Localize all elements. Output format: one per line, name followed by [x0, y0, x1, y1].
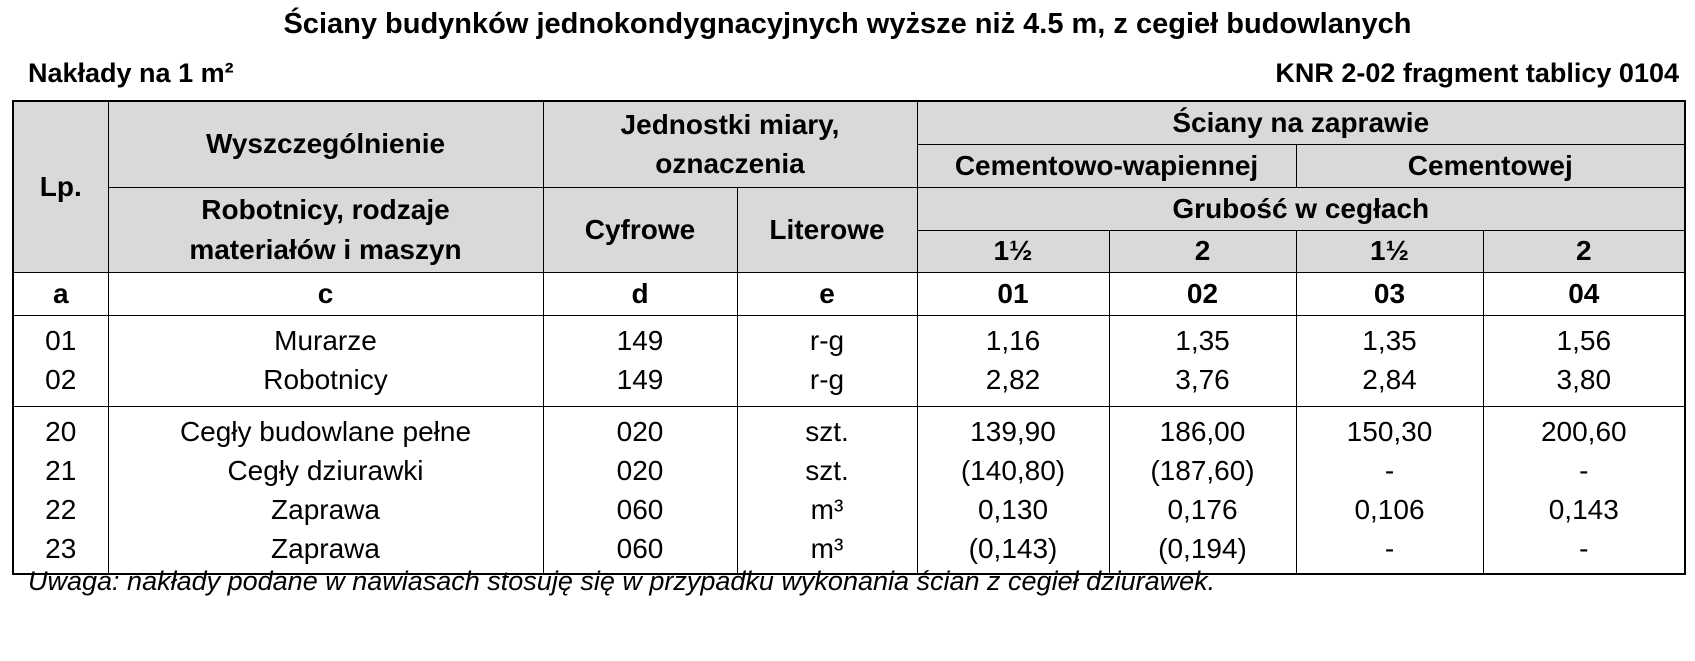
header-literowe: Literowe: [737, 187, 917, 272]
table-cell: Cegły budowlane pełne: [108, 406, 543, 452]
table-cell: szt.: [737, 406, 917, 452]
table-cell: 01: [13, 315, 108, 361]
table-cell: (187,60): [1109, 452, 1296, 491]
header-lp: Lp.: [13, 101, 108, 272]
table-cell: 1,56: [1483, 315, 1685, 361]
table-cell: szt.: [737, 452, 917, 491]
table-cell: 1,35: [1109, 315, 1296, 361]
header-cementowej: Cementowej: [1296, 144, 1685, 187]
labor-rows: [13, 315, 1685, 406]
table-cell: 0,130: [917, 491, 1109, 530]
table-cell: 060: [543, 491, 737, 530]
table-cell: 23: [13, 530, 108, 574]
table-cell: r-g: [737, 315, 917, 361]
table-cell: -: [1296, 530, 1483, 574]
table-row: [13, 406, 1685, 452]
header-thickness-4: 2: [1483, 230, 1685, 272]
table-cell: 186,00: [1109, 406, 1296, 452]
page-title: Ściany budynków jednokondygnacyjnych wyższe niż 4.5 m, z cegieł budowlanych: [283, 8, 1412, 40]
table-cell: 0,106: [1296, 491, 1483, 530]
table-cell: 3,80: [1483, 361, 1685, 407]
header-cyfrowe: Cyfrowe: [543, 187, 737, 272]
header-grubosc: Grubość w cegłach: [917, 187, 1685, 230]
header-thickness-3: 1½: [1296, 230, 1483, 272]
table-reference: KNR 2-02 fragment tablicy 0104: [1275, 58, 1679, 88]
column-letter: 03: [1296, 272, 1483, 315]
table-cell: Cegły dziurawki: [108, 452, 543, 491]
table-cell: Zaprawa: [108, 530, 543, 574]
table-cell: 3,76: [1109, 361, 1296, 407]
norms-table: [12, 100, 1686, 575]
column-letter: c: [108, 272, 543, 315]
column-letter: e: [737, 272, 917, 315]
table-cell: 200,60: [1483, 406, 1685, 452]
table-cell: 2,82: [917, 361, 1109, 407]
table-cell: -: [1483, 530, 1685, 574]
column-letter: 01: [917, 272, 1109, 315]
table-cell: 020: [543, 452, 737, 491]
table-cell: -: [1483, 452, 1685, 491]
table-cell: 150,30: [1296, 406, 1483, 452]
column-letter: 04: [1483, 272, 1685, 315]
header-cementowo-wapiennej: Cementowo-wapiennej: [917, 144, 1296, 187]
table-cell: 139,90: [917, 406, 1109, 452]
header-thickness-2: 2: [1109, 230, 1296, 272]
table-cell: r-g: [737, 361, 917, 407]
column-letter: 02: [1109, 272, 1296, 315]
header-wyszczegolnienie: Wyszczególnienie: [108, 101, 543, 187]
header-sciany: Ściany na zaprawie: [917, 101, 1685, 144]
table-cell: 1,35: [1296, 315, 1483, 361]
table-cell: (0,143): [917, 530, 1109, 574]
table-row: [13, 491, 1685, 530]
table-cell: 149: [543, 361, 737, 407]
table-cell: Robotnicy: [108, 361, 543, 407]
table-cell: 0,176: [1109, 491, 1296, 530]
table-cell: (140,80): [917, 452, 1109, 491]
column-letters-row: [13, 272, 1685, 315]
table-cell: 21: [13, 452, 108, 491]
table-cell: 1,16: [917, 315, 1109, 361]
header-thickness-1: 1½: [917, 230, 1109, 272]
table-cell: Murarze: [108, 315, 543, 361]
table-cell: -: [1296, 452, 1483, 491]
table-cell: 20: [13, 406, 108, 452]
header-jednostki: Jednostki miary, oznaczenia: [543, 101, 917, 187]
table-cell: 22: [13, 491, 108, 530]
table-cell: m³: [737, 491, 917, 530]
table-cell: Zaprawa: [108, 491, 543, 530]
table-row: [13, 452, 1685, 491]
table-cell: 2,84: [1296, 361, 1483, 407]
footnote: Uwaga: nakłady podane w nawiasach stosuję się w przypadku wykonania ścian z cegieł dziurawek.: [28, 566, 1216, 596]
table-cell: (0,194): [1109, 530, 1296, 574]
material-rows: [13, 406, 1685, 574]
table-cell: 149: [543, 315, 737, 361]
header-robotnicy: Robotnicy, rodzaje materiałów i maszyn: [108, 187, 543, 272]
column-letter: a: [13, 272, 108, 315]
units-label: Nakłady na 1 m²: [28, 58, 234, 88]
table-cell: 0,143: [1483, 491, 1685, 530]
table-cell: 02: [13, 361, 108, 407]
table-cell: 060: [543, 530, 737, 574]
table-row: [13, 315, 1685, 361]
table-cell: 020: [543, 406, 737, 452]
column-letter: d: [543, 272, 737, 315]
table-row: [13, 361, 1685, 407]
table-cell: m³: [737, 530, 917, 574]
